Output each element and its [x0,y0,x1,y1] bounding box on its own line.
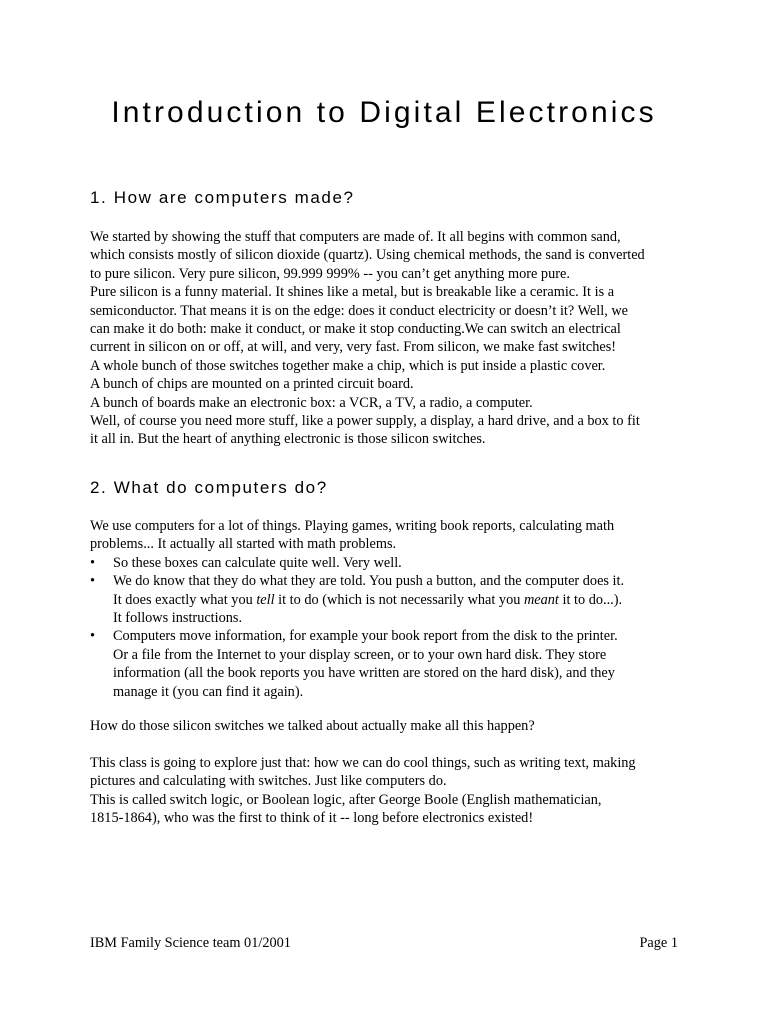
body-line: We use computers for a lot of things. Playing games, writing book reports, calculating math [90,518,615,534]
body-line: A bunch of boards make an electronic box: a VCR, a TV, a radio, a computer. [90,394,533,411]
text-run: it to do (which is not necessarily what you [274,591,524,608]
body-line: A whole bunch of those switches together make a chip, which is put inside a plastic cover. [90,357,606,374]
document-title: Introduction to Digital Electronics [111,96,657,129]
emphasis-meant: meant [523,591,559,608]
bullet-item [90,572,690,627]
body-line: can make it do both: make it conduct, or make it stop conducting.We can switch an electrical [90,321,621,338]
footer-credit: IBM Family Science team 01/2001 [90,935,291,951]
section-1-heading: 1. How are computers made? [90,188,355,207]
bullet-item [90,627,690,701]
body-line: We started by showing the stuff that computers are made of. It all begins with common sand, [90,229,621,245]
body-line: problems... It actually all started with math problems. [90,536,397,553]
body-line: Well, of course you need more stuff, like a power supply, a display, a hard drive, and a box to fit [90,413,640,430]
body-line: it all in. But the heart of anything electronic is those silicon switches. [90,431,486,448]
bullet-item [90,554,690,572]
section-1-body [90,228,690,449]
bullet-line: information (all the book reports you have written are stored on the hard disk), and they [113,665,615,682]
bullet-list [90,554,690,701]
text-run: it to do...). [558,591,623,608]
page-footer [90,935,678,952]
body-line: Pure silicon is a funny material. It shines like a metal, but is breakable like a ceramic. It is a [90,284,615,301]
bullet-line [113,591,690,609]
bullet-line: • Computers move information, for example your book report from the disk to the printer. [113,628,618,645]
body-line: current in silicon on or off, at will, and very, very fast. From silicon, we make fast switches! [90,339,617,356]
body-line: 1815-1864), who was the first to think of it -- long before electronics existed! [90,810,534,827]
emphasis-tell: tell [256,591,275,608]
body-line: semiconductor. That means it is on the edge: does it conduct electricity or doesn’t it? Well, we [90,302,629,319]
body-line: This is called switch logic, or Boolean logic, after George Boole (English mathematician, [90,791,602,808]
bullet-line: It follows instructions. [113,610,243,627]
bullet-line: Or a file from the Internet to your display screen, or to your own hard disk. They store [113,646,607,663]
section-2-body [90,517,690,701]
bullet-line: • We do know that they do what they are told. You push a button, and the computer does it. [113,573,625,590]
body-line: which consists mostly of silicon dioxide (quartz). Using chemical methods, the sand is converted [90,247,645,264]
bullet-line: • So these boxes can calculate quite well. Very well. [113,554,402,571]
section-2-heading: 2. What do computers do? [90,478,328,497]
closing-paragraph [90,754,690,828]
body-line: to pure silicon. Very pure silicon, 99.999 999% -- you can’t get anything more pure. [90,265,570,282]
bullet-line: manage it (you can find it again). [113,683,304,700]
body-line: How do those silicon switches we talked about actually make all this happen? [90,718,535,734]
body-line: pictures and calculating with switches. Just like computers do. [90,773,447,790]
text-run: It does exactly what you [113,591,257,608]
question-paragraph [90,717,690,735]
body-line: This class is going to explore just that: how we can do cool things, such as writing text, making [90,755,636,771]
body-line: A bunch of chips are mounted on a printed circuit board. [90,376,414,393]
page-number: Page 1 [639,935,678,951]
